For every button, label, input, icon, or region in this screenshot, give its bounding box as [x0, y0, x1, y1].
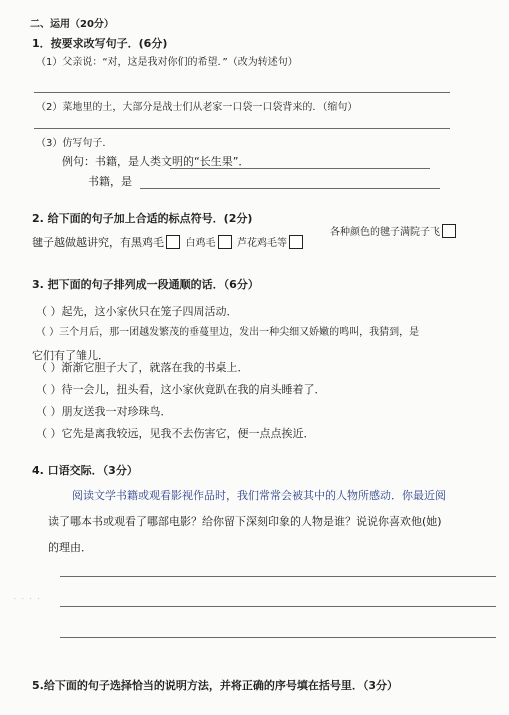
q4-para-line3: 的理由．: [48, 541, 92, 554]
q1-sub2: （2）菜地里的土，大部分是战士们从老家一口袋一口袋背来的．（缩句）: [36, 102, 358, 113]
q3-item: （ ）它先是离我较远，见我不去伤害它，便一点点挨近．: [36, 427, 315, 440]
section-title: 二、运用（20分）: [30, 19, 114, 30]
q4-answer-line-2[interactable]: [60, 606, 496, 607]
q2-line2c: 芦花鸡毛等: [237, 238, 287, 249]
q1-example-underline: [170, 168, 430, 169]
q5-title: 5.给下面的句子选择恰当的说明方法，并将正确的序号填在括号里．（3分）: [32, 679, 398, 692]
q3-item: （ ）待一会儿，扭头看，这小家伙竟趴在我的肩头睡着了．: [36, 383, 326, 396]
q2-blank-4[interactable]: [289, 235, 303, 249]
q4-title: 4. 口语交际．（3分）: [32, 464, 138, 477]
q1-sub3: （3）仿写句子．: [36, 138, 113, 149]
q2-line1-tail: [330, 224, 458, 238]
q2-line1b: 各种颜色的毽子满院子飞: [330, 227, 440, 238]
q1-example: 例句：书籍，是人类文明的“长生果”．: [62, 155, 250, 168]
q3-title: 3. 把下面的句子排列成一段通顺的话．（6分）: [32, 278, 259, 291]
q4-para-line2: 读了哪本书或观看了哪部电影？给你留下深刻印象的人物是谁？说说你喜欢他(她): [48, 515, 442, 528]
q4-para-line1: 阅读文学书籍或观看影视作品时，我们常常会被其中的人物所感动．你最近阅: [72, 489, 446, 502]
q2-title: 2. 给下面的句子加上合适的标点符号．(2分): [32, 212, 253, 225]
q1-answer-line-2[interactable]: [34, 128, 450, 129]
q2-line2b: 白鸡毛: [185, 238, 216, 249]
q2-line2a: 毽子越做越讲究，有黑鸡毛: [32, 236, 164, 249]
q1-prompt: 书籍，是: [88, 175, 132, 188]
q1-sub1: （1）父亲说：“对，这是我对你们的希望．”（改为转述句）: [36, 57, 298, 68]
q1-title: 1．按要求改写句子．(6分): [32, 37, 168, 50]
q2-blank-3[interactable]: [218, 235, 232, 249]
q1-answer-line-1[interactable]: [34, 92, 450, 93]
q2-blank-2[interactable]: [166, 235, 180, 249]
q3-item: （ ）朋友送我一对珍珠鸟．: [36, 405, 172, 418]
q1-answer-line-3[interactable]: [140, 188, 440, 189]
q3-item: （ ）起先，这小家伙只在笼子四周活动．: [36, 305, 238, 318]
scan-speck: · · · ·: [14, 596, 42, 603]
q2-blank-1[interactable]: [442, 224, 456, 238]
q3-item: （ ）渐渐它胆子大了，就落在我的书桌上．: [36, 361, 249, 374]
q3-item: （ ）三个月后，那一团越发繁茂的垂蔓里边，发出一种尖细又娇嫩的鸣叫，我猜到，是: [36, 327, 420, 338]
q3-item: 它们有了雏儿．: [32, 349, 109, 362]
q4-answer-line-3[interactable]: [60, 637, 496, 638]
q2-sentence: [32, 235, 305, 249]
q4-answer-line-1[interactable]: [60, 576, 496, 577]
